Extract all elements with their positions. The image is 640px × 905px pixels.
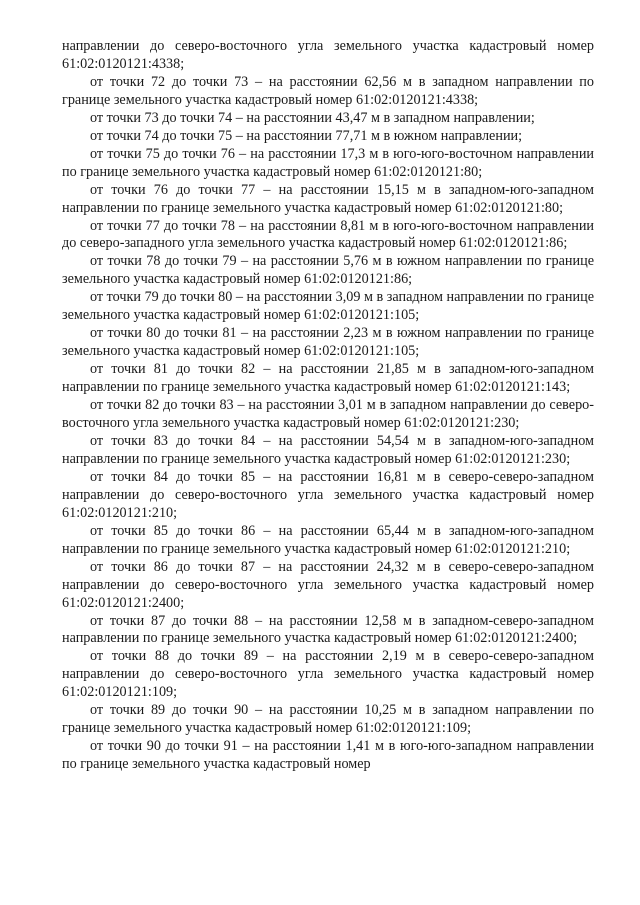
paragraph-segment-82-83: от точки 82 до точки 83 – на расстоянии 3,01 м в западном направлении до северо-восточного угла земельного участка кадастровый номер 61:02:0120121:230; [62,397,594,432]
paragraph-segment-84-85: от точки 84 до точки 85 – на расстоянии 16,81 м в северо-северо-западном направлении до северо-восточного угла земельного участка кадастровый номер 61:02:0120121:210; [62,468,594,521]
paragraph-segment-73-74: от точки 73 до точки 74 – на расстоянии 43,47 м в западном направлении; [90,109,535,126]
paragraph-segment-85-86: от точки 85 до точки 86 – на расстоянии 65,44 м в западном-юго-западном направлении по границе земельного участка кадастровый номер 61:02:0120121:210; [62,522,594,557]
paragraph-segment-75-76: от точки 75 до точки 76 – на расстоянии 17,3 м в юго-юго-восточном направлении по границе земельного участка кадастровый номер 61:02:0120121:80; [62,145,594,180]
paragraph-segment-74-75: от точки 74 до точки 75 – на расстоянии 77,71 м в южном направлении; [90,127,523,144]
paragraph-continuation: направлении до северо-восточного угла земельного участка кадастровый номер 61:02:0120121:4338; [62,38,594,72]
paragraph-segment-76-77: от точки 76 до точки 77 – на расстоянии 15,15 м в западном-юго-западном направлении по границе земельного участка кадастровый номер 61:02:0120121:80; [62,181,594,216]
paragraph-segment-81-82: от точки 81 до точки 82 – на расстоянии 21,85 м в западном-юго-западном направлении по границе земельного участка кадастровый номер 61:02:0120121:143; [62,361,594,396]
paragraph-segment-83-84: от точки 83 до точки 84 – на расстоянии 54,54 м в западном-юго-западном направлении по границе земельного участка кадастровый номер 61:02:0120121:230; [62,432,594,467]
paragraph-segment-89-90: от точки 89 до точки 90 – на расстоянии 10,25 м в западном направлении по границе земельного участка кадастровый номер 61:02:0120121:109; [62,702,594,737]
paragraph-segment-79-80: от точки 79 до точки 80 – на расстоянии 3,09 м в западном направлении по границе земельного участка кадастровый номер 61:02:0120121:105; [62,289,594,324]
paragraph-segment-88-89: от точки 88 до точки 89 – на расстоянии 2,19 м в северо-северо-западном направлении до северо-восточного угла земельного участка кадастровый номер 61:02:0120121:109; [62,648,594,701]
paragraph-segment-87-88: от точки 87 до точки 88 – на расстоянии 12,58 м в западном-северо-западном направлении по границе земельного участка кадастровый номер 61:02:0120121:2400; [62,612,594,647]
paragraph-segment-90-91: от точки 90 до точки 91 – на расстоянии 1,41 м в юго-юго-западном направлении по границе земельного участка кадастровый номер [62,738,594,773]
paragraph-segment-86-87: от точки 86 до точки 87 – на расстоянии 24,32 м в северо-северо-западном направлении до северо-восточного угла земельного участка кадастровый номер 61:02:0120121:2400; [62,558,594,611]
paragraph-segment-78-79: от точки 78 до точки 79 – на расстоянии 5,76 м в южном направлении по границе земельного участка кадастровый номер 61:02:0120121:86; [62,253,594,288]
paragraph-segment-72-73: от точки 72 до точки 73 – на расстоянии 62,56 м в западном направлении по границе земельного участка кадастровый номер 61:02:0120121:4338; [62,73,594,108]
paragraph-segment-80-81: от точки 80 до точки 81 – на расстоянии 2,23 м в южном направлении по границе земельного участка кадастровый номер 61:02:0120121:105; [62,325,594,360]
paragraph-segment-77-78: от точки 77 до точки 78 – на расстоянии 8,81 м в юго-юго-восточном направлении до северо-западного угла земельного участка кадастровый номер 61:02:0120121:86; [62,217,594,252]
